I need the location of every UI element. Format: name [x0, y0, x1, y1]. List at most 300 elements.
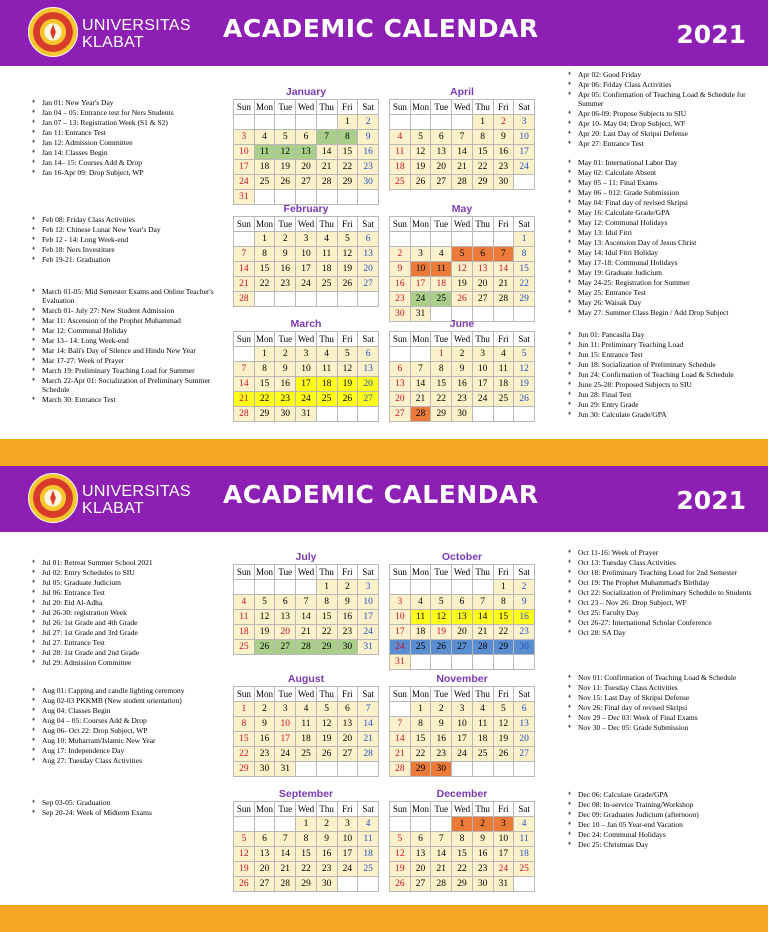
day-cell: 19: [337, 262, 358, 277]
event-item: ♦ May 17-18: Communal Holidays: [568, 258, 763, 267]
weekday-header: Sat: [514, 332, 535, 347]
week-row: [234, 130, 379, 145]
day-cell: 19: [316, 732, 337, 747]
day-cell: 19: [493, 732, 514, 747]
empty-cell: [472, 762, 493, 777]
event-item: ♦ Jan 01: New Year's Day: [32, 98, 217, 107]
day-cell: 3: [234, 130, 255, 145]
weekday-header: Wed: [452, 565, 473, 580]
day-cell: 23: [493, 160, 514, 175]
day-cell: 22: [337, 160, 358, 175]
week-row: [234, 292, 379, 307]
day-cell: 7: [275, 832, 296, 847]
weekday-header: Fri: [493, 100, 514, 115]
event-item: ♦ Oct 19: The Prophet Muhammad's Birthday: [568, 578, 763, 587]
day-cell: 26: [316, 747, 337, 762]
university-name: [82, 17, 191, 51]
footer-bar: [0, 439, 768, 466]
day-cell: 3: [472, 347, 493, 362]
week-row: [390, 877, 535, 892]
day-cell: 14: [390, 732, 411, 747]
empty-cell: [358, 407, 379, 422]
day-cell: 11: [514, 832, 535, 847]
event-item: ♦ Dec 08: In-service Training/Workshop: [568, 800, 763, 809]
event-item: ♦ Aug 01: Capping and candle lighting ceremony: [32, 686, 217, 695]
event-item: ♦ Jul 05: Graduate Judicium: [32, 578, 217, 587]
day-cell: 15: [254, 377, 275, 392]
week-row: [234, 262, 379, 277]
day-cell: 30: [337, 640, 358, 655]
day-cell: 6: [337, 702, 358, 717]
day-cell: 26: [390, 877, 411, 892]
university-logo: [28, 473, 78, 523]
day-cell: 3: [514, 115, 535, 130]
day-cell: 12: [390, 847, 411, 862]
day-cell: 5: [337, 232, 358, 247]
weekday-row: [390, 332, 535, 347]
empty-cell: [390, 580, 411, 595]
day-cell: 16: [275, 262, 296, 277]
weekday-header: Wed: [296, 332, 317, 347]
weekday-header: Sat: [358, 687, 379, 702]
empty-cell: [472, 407, 493, 422]
event-item: ♦ Dec 25: Christmas Day: [568, 840, 763, 849]
weekday-header: Thu: [472, 687, 493, 702]
day-cell: 29: [452, 877, 473, 892]
month-april: [389, 86, 535, 190]
day-cell: 18: [390, 160, 411, 175]
month-september: [233, 788, 379, 892]
day-cell: 1: [337, 115, 358, 130]
day-cell: 21: [296, 625, 317, 640]
day-cell: 8: [254, 362, 275, 377]
weekday-header: Mon: [254, 217, 275, 232]
event-item: ♦ Jan 12: Admission Committee: [32, 138, 217, 147]
day-cell: 18: [410, 625, 431, 640]
day-cell: 1: [296, 817, 317, 832]
day-cell: 31: [493, 877, 514, 892]
empty-cell: [316, 292, 337, 307]
day-cell: 4: [472, 702, 493, 717]
month-july: [233, 551, 379, 655]
weekday-header: Mon: [410, 687, 431, 702]
day-cell: 21: [493, 277, 514, 292]
day-cell: 8: [234, 717, 255, 732]
weekday-header: Wed: [452, 687, 473, 702]
event-item: ♦ Jul 26: 1st Grade and 4th Grade: [32, 618, 217, 627]
day-cell: 23: [275, 277, 296, 292]
weekday-header: Sun: [390, 687, 411, 702]
event-item: ♦ Feb 18: Ners Investiture: [32, 245, 217, 254]
left-event-group: [32, 287, 217, 405]
weekday-header: Fri: [493, 687, 514, 702]
day-cell: 26: [452, 292, 473, 307]
day-cell: 12: [254, 610, 275, 625]
header-bar: [0, 466, 768, 532]
empty-cell: [296, 580, 317, 595]
day-cell: 20: [410, 862, 431, 877]
weekday-header: Mon: [254, 565, 275, 580]
day-cell: 7: [234, 247, 255, 262]
empty-cell: [431, 655, 452, 670]
empty-cell: [254, 817, 275, 832]
day-cell: 11: [410, 610, 431, 625]
day-cell: 12: [514, 362, 535, 377]
day-cell: 27: [254, 877, 275, 892]
day-cell: 17: [337, 847, 358, 862]
day-cell: 7: [410, 362, 431, 377]
event-item: ♦ Jun 11: Preliminary Teaching Load: [568, 340, 763, 349]
day-cell: 5: [254, 595, 275, 610]
day-cell: 14: [358, 717, 379, 732]
day-cell: 21: [390, 747, 411, 762]
day-cell: 19: [254, 625, 275, 640]
empty-cell: [472, 232, 493, 247]
day-cell: 12: [410, 145, 431, 160]
week-row: [390, 407, 535, 422]
university-logo: [28, 7, 78, 57]
week-row: [390, 580, 535, 595]
day-cell: 12: [493, 717, 514, 732]
day-cell: 17: [275, 732, 296, 747]
day-cell: 24: [296, 277, 317, 292]
day-cell: 1: [234, 702, 255, 717]
header-bar: [0, 0, 768, 66]
left-event-group: [32, 558, 217, 668]
day-cell: 28: [452, 175, 473, 190]
day-cell: 21: [452, 160, 473, 175]
day-cell: 30: [514, 640, 535, 655]
day-cell: 4: [410, 595, 431, 610]
week-row: [234, 595, 379, 610]
weekday-header: Wed: [452, 100, 473, 115]
weekday-header: Tue: [431, 565, 452, 580]
event-item: ♦ Feb 12: Chinese Lunar New Year's Day: [32, 225, 217, 234]
day-cell: 4: [234, 595, 255, 610]
weekday-header: Tue: [431, 802, 452, 817]
day-cell: 15: [514, 262, 535, 277]
day-cell: 22: [410, 747, 431, 762]
day-cell: 10: [358, 595, 379, 610]
event-item: ♦ May 14: Idul Fitri Holiday: [568, 248, 763, 257]
week-row: [234, 160, 379, 175]
week-row: [390, 640, 535, 655]
day-cell: 5: [452, 247, 473, 262]
month-grid: [389, 216, 535, 322]
left-event-group: [32, 98, 217, 178]
week-row: [390, 130, 535, 145]
day-cell: 3: [452, 702, 473, 717]
empty-cell: [431, 817, 452, 832]
weekday-header: Sat: [358, 217, 379, 232]
day-cell: 17: [234, 160, 255, 175]
day-cell: 21: [275, 862, 296, 877]
day-cell: 16: [431, 732, 452, 747]
weekday-header: Wed: [452, 332, 473, 347]
weekday-header: Tue: [275, 565, 296, 580]
day-cell: 13: [452, 610, 473, 625]
weekday-header: Mon: [254, 802, 275, 817]
month-january: [233, 86, 379, 205]
event-item: ♦ May 13: Ascension Day of Jesus Christ: [568, 238, 763, 247]
day-cell: 1: [410, 702, 431, 717]
month-grid: [389, 331, 535, 422]
weekday-header: Wed: [296, 565, 317, 580]
empty-cell: [296, 115, 317, 130]
day-cell: 8: [296, 832, 317, 847]
day-cell: 14: [472, 610, 493, 625]
day-cell: 20: [275, 625, 296, 640]
day-cell: 12: [337, 362, 358, 377]
day-cell: 25: [296, 747, 317, 762]
day-cell: 26: [431, 640, 452, 655]
day-cell: 8: [452, 832, 473, 847]
day-cell: 15: [431, 377, 452, 392]
day-cell: 28: [431, 877, 452, 892]
weekday-header: Sun: [234, 217, 255, 232]
empty-cell: [514, 877, 535, 892]
day-cell: 9: [358, 130, 379, 145]
day-cell: 6: [358, 232, 379, 247]
day-cell: 14: [275, 847, 296, 862]
day-cell: 15: [472, 145, 493, 160]
day-cell: 18: [493, 377, 514, 392]
weekday-header: Sun: [234, 687, 255, 702]
empty-cell: [493, 232, 514, 247]
week-row: [234, 232, 379, 247]
weekday-header: Thu: [316, 802, 337, 817]
day-cell: 14: [493, 262, 514, 277]
day-cell: 6: [410, 832, 431, 847]
event-item: ♦ Aug 02-03 PKKMB (New student orientation): [32, 696, 217, 705]
day-cell: 9: [254, 717, 275, 732]
month-title: October: [441, 551, 483, 563]
month-grid: [233, 99, 379, 205]
day-cell: 17: [493, 847, 514, 862]
empty-cell: [390, 115, 411, 130]
empty-cell: [337, 407, 358, 422]
weekday-header: Wed: [296, 802, 317, 817]
week-row: [390, 145, 535, 160]
weekday-header: Fri: [337, 565, 358, 580]
day-cell: 2: [275, 347, 296, 362]
day-cell: 18: [234, 625, 255, 640]
month-november: [389, 673, 535, 777]
day-cell: 20: [452, 625, 473, 640]
day-cell: 19: [452, 277, 473, 292]
day-cell: 22: [316, 625, 337, 640]
day-cell: 4: [296, 702, 317, 717]
month-title: February: [283, 203, 329, 215]
weekday-header: Thu: [316, 565, 337, 580]
day-cell: 7: [316, 130, 337, 145]
event-item: ♦ Jul 27: 1st Grade and 3rd Grade: [32, 628, 217, 637]
day-cell: 27: [337, 747, 358, 762]
week-row: [390, 832, 535, 847]
day-cell: 19: [514, 377, 535, 392]
week-row: [234, 392, 379, 407]
day-cell: 31: [410, 307, 431, 322]
weekday-header: Fri: [493, 217, 514, 232]
event-item: ♦ May 24-25: Registration for Summer: [568, 278, 763, 287]
weekday-row: [390, 565, 535, 580]
event-item: ♦ May 13: Idul Fitri: [568, 228, 763, 237]
month-december: [389, 788, 535, 892]
day-cell: 15: [493, 610, 514, 625]
day-cell: 3: [390, 595, 411, 610]
weekday-header: Thu: [472, 332, 493, 347]
day-cell: 1: [431, 347, 452, 362]
day-cell: 22: [234, 747, 255, 762]
event-item: ♦ Oct 22: Socialization of Preliminary Schedule to Students: [568, 588, 763, 597]
day-cell: 7: [390, 717, 411, 732]
event-item: ♦ Oct 13: Tuesday Class Activities: [568, 558, 763, 567]
day-cell: 10: [296, 247, 317, 262]
calendar-year: 2021: [676, 20, 746, 49]
day-cell: 13: [358, 362, 379, 377]
weekday-header: Thu: [472, 565, 493, 580]
day-cell: 11: [472, 717, 493, 732]
day-cell: 11: [493, 362, 514, 377]
week-row: [390, 347, 535, 362]
event-item: ♦ Aug 06- Oct 22: Drop Subject, WP: [32, 726, 217, 735]
day-cell: 16: [337, 610, 358, 625]
day-cell: 5: [337, 347, 358, 362]
week-row: [234, 377, 379, 392]
day-cell: 6: [254, 832, 275, 847]
event-item: ♦ Jul 06: Entrance Test: [32, 588, 217, 597]
weekday-header: Tue: [275, 217, 296, 232]
weekday-header: Tue: [431, 332, 452, 347]
day-cell: 28: [234, 292, 255, 307]
week-row: [234, 817, 379, 832]
empty-cell: [410, 817, 431, 832]
weekday-header: Tue: [275, 802, 296, 817]
event-item: ♦ Apr 05: Confirmation of Teaching Load & Schedule for Summer: [568, 90, 763, 108]
day-cell: 9: [390, 262, 411, 277]
week-row: [234, 747, 379, 762]
weekday-header: Mon: [410, 217, 431, 232]
week-row: [234, 362, 379, 377]
day-cell: 4: [358, 817, 379, 832]
day-cell: 14: [431, 847, 452, 862]
day-cell: 10: [493, 832, 514, 847]
weekday-row: [234, 687, 379, 702]
day-cell: 11: [316, 362, 337, 377]
weekday-header: Fri: [493, 802, 514, 817]
day-cell: 12: [275, 145, 296, 160]
day-cell: 15: [296, 847, 317, 862]
week-row: [390, 277, 535, 292]
event-item: ♦ Mar 11: Ascension of the Prophet Muhammad: [32, 316, 217, 325]
day-cell: 31: [296, 407, 317, 422]
weekday-header: Mon: [410, 332, 431, 347]
day-cell: 4: [254, 130, 275, 145]
day-cell: 23: [254, 747, 275, 762]
event-item: ♦ Jul 27: Entrance Test: [32, 638, 217, 647]
day-cell: 13: [410, 847, 431, 862]
day-cell: 26: [234, 877, 255, 892]
weekday-header: Fri: [337, 687, 358, 702]
day-cell: 27: [296, 175, 317, 190]
empty-cell: [452, 762, 473, 777]
event-item: ♦ Oct 26-27: International Scholar Conference: [568, 618, 763, 627]
empty-cell: [296, 762, 317, 777]
month-title: August: [287, 673, 325, 685]
event-item: ♦ May 05 – 11: Final Exams: [568, 178, 763, 187]
event-item: ♦ March 01- July 27: New Student Admission: [32, 306, 217, 315]
day-cell: 13: [431, 145, 452, 160]
day-cell: 23: [275, 392, 296, 407]
day-cell: 17: [296, 262, 317, 277]
event-item: ♦ Aug 27: Tuesday Class Activities: [32, 756, 217, 765]
weekday-row: [234, 100, 379, 115]
day-cell: 23: [472, 862, 493, 877]
day-cell: 15: [234, 732, 255, 747]
day-cell: 27: [358, 277, 379, 292]
day-cell: 25: [358, 862, 379, 877]
day-cell: 22: [254, 392, 275, 407]
event-item: ♦ Mar 17-27: Week of Prayer: [32, 356, 217, 365]
empty-cell: [431, 580, 452, 595]
weekday-header: Thu: [316, 217, 337, 232]
empty-cell: [472, 655, 493, 670]
day-cell: 5: [431, 595, 452, 610]
event-item: ♦ May 27: Summer Class Begin / Add Drop Subject: [568, 308, 763, 317]
empty-cell: [390, 347, 411, 362]
week-row: [390, 160, 535, 175]
week-row: [390, 862, 535, 877]
week-row: [234, 247, 379, 262]
day-cell: 27: [514, 747, 535, 762]
day-cell: 5: [234, 832, 255, 847]
empty-cell: [410, 655, 431, 670]
event-item: ♦ Mar 14: Bali's Day of Silence and Hindu New Year: [32, 346, 217, 355]
weekday-header: Fri: [337, 332, 358, 347]
day-cell: 13: [254, 847, 275, 862]
day-cell: 31: [234, 190, 255, 205]
day-cell: 18: [472, 732, 493, 747]
day-cell: 28: [493, 292, 514, 307]
weekday-header: Sat: [514, 100, 535, 115]
day-cell: 8: [472, 130, 493, 145]
day-cell: 16: [472, 847, 493, 862]
day-cell: 27: [431, 175, 452, 190]
day-cell: 24: [390, 640, 411, 655]
day-cell: 8: [316, 595, 337, 610]
week-row: [390, 702, 535, 717]
day-cell: 9: [493, 130, 514, 145]
day-cell: 29: [472, 175, 493, 190]
day-cell: 7: [452, 130, 473, 145]
empty-cell: [275, 817, 296, 832]
event-item: ♦ March 19: Preliminary Teaching Load for Summer: [32, 366, 217, 375]
event-item: ♦ Jun 28: Final Test: [568, 390, 763, 399]
day-cell: 20: [358, 377, 379, 392]
day-cell: 20: [514, 732, 535, 747]
empty-cell: [514, 175, 535, 190]
empty-cell: [275, 292, 296, 307]
day-cell: 23: [452, 392, 473, 407]
day-cell: 12: [452, 262, 473, 277]
day-cell: 6: [472, 247, 493, 262]
day-cell: 26: [493, 747, 514, 762]
event-item: ♦ Aug 10: Muharram/Islamic New Year: [32, 736, 217, 745]
empty-cell: [410, 115, 431, 130]
week-row: [234, 762, 379, 777]
day-cell: 24: [275, 747, 296, 762]
week-row: [234, 175, 379, 190]
